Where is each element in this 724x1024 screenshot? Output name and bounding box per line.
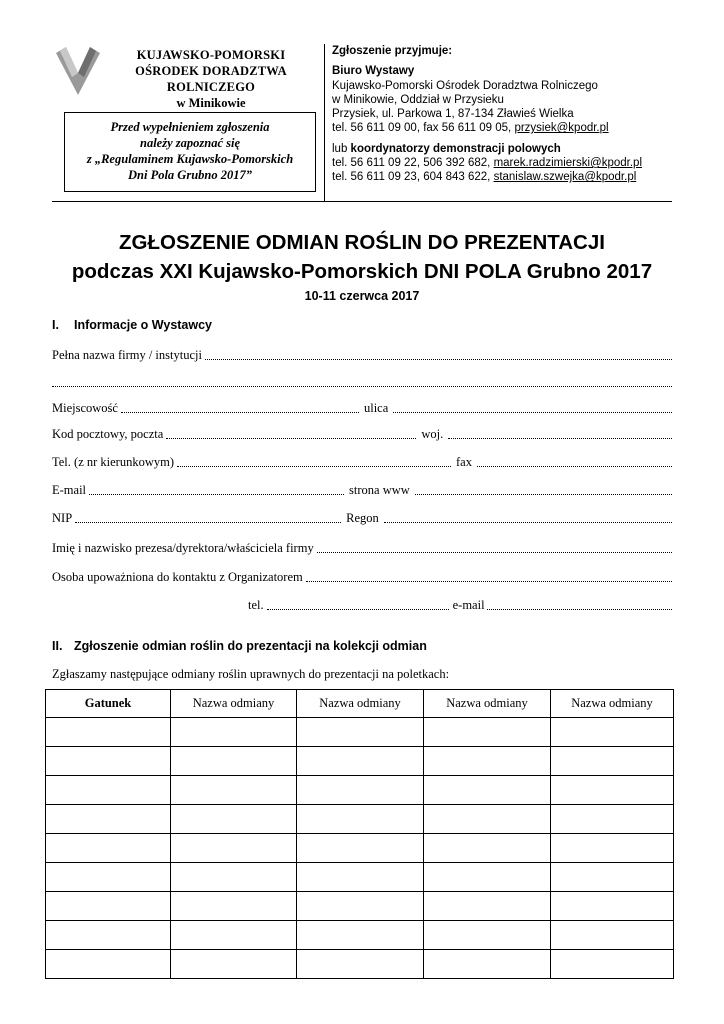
company-name-label: Pełna nazwa firmy / instytucji [52,348,202,362]
coordinator-2-email-link[interactable]: stanislaw.szwejka@kpodr.pl [493,171,637,184]
fax-input-line[interactable] [477,466,672,467]
kpodr-logo-icon [56,47,100,95]
nip-input-line[interactable] [75,522,341,523]
variety-cell[interactable] [551,747,674,776]
postal-label: Kod pocztowy, poczta [52,427,164,441]
variety-cell[interactable] [551,776,674,805]
section-1-number: I. [52,318,59,332]
table-row [46,921,674,950]
variety-cell[interactable] [424,805,551,834]
variety-cell[interactable] [551,921,674,950]
postal-input-line[interactable] [166,438,416,439]
notice-line-1: Przed wypełnieniem zgłoszenia [110,120,270,134]
variety-cell[interactable] [171,950,297,979]
table-row [46,892,674,921]
variety-cell[interactable] [424,892,551,921]
table-row [46,747,674,776]
species-cell[interactable] [46,950,171,979]
table-row [46,805,674,834]
variety-cell[interactable] [297,747,424,776]
form-subtitle: podczas XXI Kujawsko-Pomorskich DNI POLA Grubno 2017 [71,260,653,283]
header-species: Gatunek [46,690,171,718]
table-row [46,776,674,805]
phone-input-line[interactable] [177,466,451,467]
phone-label: Tel. (z nr kierunkowym) [52,455,175,469]
variety-cell[interactable] [171,921,297,950]
notice-line-4: Dni Pola Grubno 2017” [128,168,252,182]
email-row [52,482,672,498]
nip-row [52,510,672,526]
variety-cell[interactable] [297,776,424,805]
variety-cell[interactable] [424,921,551,950]
variety-cell[interactable] [171,776,297,805]
section-2-heading [52,639,427,653]
varieties-table-header [46,690,674,718]
species-cell[interactable] [46,892,171,921]
street-input-line[interactable] [393,412,672,413]
bureau-contact [332,121,712,135]
bureau-title: Biuro Wystawy [332,65,415,78]
variety-cell[interactable] [551,863,674,892]
variety-cell[interactable] [297,805,424,834]
form-title: ZGŁOSZENIE ODMIAN ROŚLIN DO PREZENTACJI [119,231,605,254]
variety-cell[interactable] [171,863,297,892]
variety-cell[interactable] [297,921,424,950]
variety-cell[interactable] [551,950,674,979]
contact-email-label: e-mail [452,598,485,612]
bureau-line-3: Przysiek, ul. Parkowa 1, 87-134 Zławieś Wielka [332,108,574,121]
variety-cell[interactable] [297,950,424,979]
coordinators-heading [332,142,712,156]
regulations-notice-box [64,112,316,192]
species-cell[interactable] [46,776,171,805]
postal-row [52,426,672,442]
variety-cell[interactable] [424,747,551,776]
director-field [52,540,672,556]
org-line-3: w Minikowie [176,96,246,110]
nip-label: NIP [52,511,73,525]
city-label: Miejscowość [52,401,118,415]
website-label: strona www [349,483,410,497]
bureau-email-link[interactable]: przysiek@kpodr.pl [514,122,609,135]
event-dates: 10-11 czerwca 2017 [304,289,420,303]
address-row [52,400,672,416]
contact-email-input-line[interactable] [487,609,672,610]
table-row [46,950,674,979]
variety-cell[interactable] [551,892,674,921]
bureau-tel: tel. 56 611 09 00, fax 56 611 09 05, [332,122,515,135]
regon-input-line[interactable] [384,522,672,523]
header-variety-2: Nazwa odmiany [297,690,424,718]
director-input-line[interactable] [317,552,672,553]
contact-person-field [52,569,672,585]
notice-line-3: z „Regulaminem Kujawsko-Pomorskich [86,152,294,166]
species-cell[interactable] [46,747,171,776]
species-cell[interactable] [46,921,171,950]
section-1-title: Informacje o Wystawcy [74,318,213,332]
species-cell[interactable] [46,718,171,747]
org-line-2: OŚRODEK DORADZTWA ROLNICZEGO [135,64,287,94]
varieties-table-body [46,718,674,979]
org-line-1: KUJAWSKO-POMORSKI [136,48,286,62]
variety-cell[interactable] [551,718,674,747]
species-cell[interactable] [46,834,171,863]
variety-cell[interactable] [424,834,551,863]
notice-line-2: należy zapoznać się [140,136,240,150]
city-input-line[interactable] [121,412,359,413]
email-input-line[interactable] [89,494,344,495]
email-label: E-mail [52,483,87,497]
variety-cell[interactable] [424,950,551,979]
section-2-title: Zgłoszenie odmian roślin do prezentacji na kolekcji odmian [74,639,427,653]
coordinator-2-contact [332,170,712,184]
section-2-intro: Zgłaszamy następujące odmiany roślin uprawnych do prezentacji na poletkach: [52,667,450,681]
header-variety-4: Nazwa odmiany [551,690,674,718]
variety-cell[interactable] [424,863,551,892]
contact-info [332,44,712,185]
company-name-field-continued[interactable] [52,374,672,390]
bureau-line-2: w Minikowie, Oddział w Przysieku [332,93,504,106]
or-prefix: lub [332,142,351,155]
website-input-line[interactable] [415,494,672,495]
contact-person-input-line[interactable] [306,581,672,582]
variety-cell[interactable] [424,718,551,747]
coordinator-1-tel: tel. 56 611 09 22, 506 392 682, [332,157,494,170]
variety-cell[interactable] [551,805,674,834]
variety-cell[interactable] [171,834,297,863]
coordinator-2-tel: tel. 56 611 09 23, 604 843 622, [332,171,494,184]
varieties-table [45,689,674,979]
header-variety-3: Nazwa odmiany [424,690,551,718]
table-row [46,718,674,747]
header-variety-1: Nazwa odmiany [171,690,297,718]
voivodeship-input-line[interactable] [448,438,672,439]
section-2-number: II. [52,639,63,653]
street-label: ulica [363,401,389,415]
coordinators-title: koordynatorzy demonstracji polowych [350,142,561,155]
contact-person-label: Osoba upoważniona do kontaktu z Organizatorem [52,570,303,584]
table-row [46,863,674,892]
contact-tel-label: tel. [248,598,264,612]
organization-name [100,47,322,111]
contact-details-row [248,597,672,613]
variety-cell[interactable] [297,863,424,892]
variety-cell[interactable] [171,892,297,921]
species-cell[interactable] [46,863,171,892]
company-name-input-line[interactable] [205,359,672,360]
variety-cell[interactable] [297,718,424,747]
section-1-heading [52,318,212,332]
contact-tel-input-line[interactable] [267,609,449,610]
species-cell[interactable] [46,805,171,834]
coordinator-1-contact [332,156,712,170]
accept-label: Zgłoszenie przyjmuje: [332,45,453,57]
header-divider-vertical [324,44,325,202]
table-row [46,834,674,863]
director-label: Imię i nazwisko prezesa/dyrektora/właściciela firmy [52,541,314,555]
variety-cell[interactable] [171,747,297,776]
variety-cell[interactable] [551,834,674,863]
phone-row [52,454,672,470]
variety-cell[interactable] [171,805,297,834]
fax-label: fax [456,455,472,469]
bureau-line-1: Kujawsko-Pomorski Ośrodek Doradztwa Rolniczego [332,79,598,92]
voivodeship-label: woj. [421,427,444,441]
variety-cell[interactable] [424,776,551,805]
variety-cell[interactable] [171,718,297,747]
variety-cell[interactable] [297,892,424,921]
company-name-field[interactable] [52,347,672,363]
regon-label: Regon [346,511,379,525]
variety-cell[interactable] [297,834,424,863]
header-divider-horizontal [52,201,672,202]
company-name-input-line-2[interactable] [52,386,672,387]
coordinator-1-email-link[interactable]: marek.radzimierski@kpodr.pl [493,157,643,170]
